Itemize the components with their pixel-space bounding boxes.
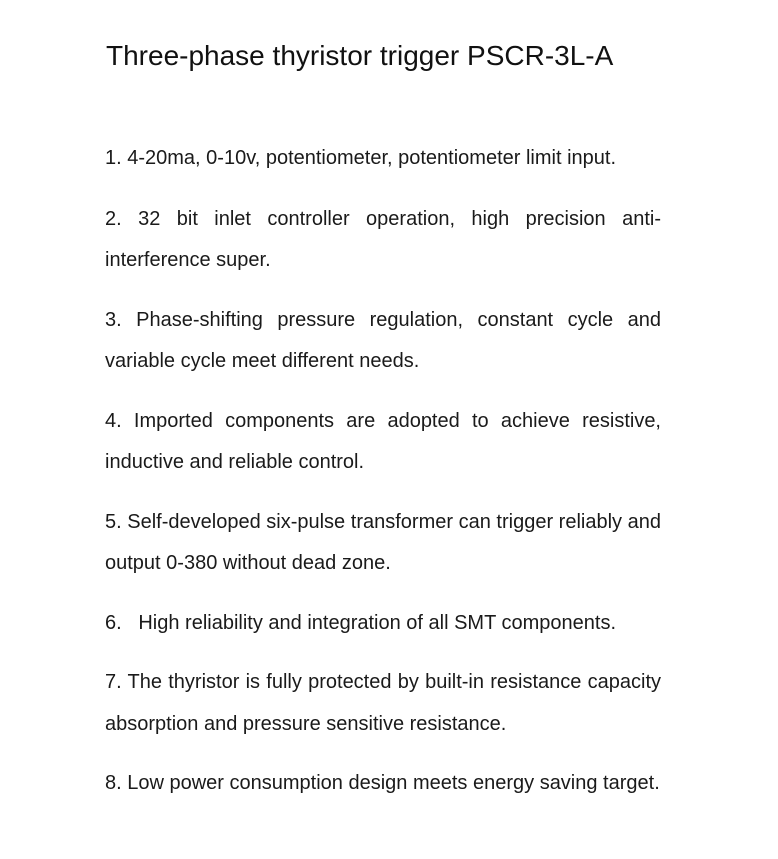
document-title: Three-phase thyristor trigger PSCR-3L-A xyxy=(106,40,614,71)
feature-item: 4. Imported components are adopted to achieve resistive, inductive and reliable control. xyxy=(105,409,661,473)
feature-list xyxy=(105,138,661,823)
feature-item: 6. High reliability and integration of all SMT components. xyxy=(105,611,617,634)
feature-item: 5. Self-developed six-pulse transformer can trigger reliably and output 0-380 without dead zone. xyxy=(105,510,661,574)
feature-item: 2. 32 bit inlet controller operation, high precision anti-interference super. xyxy=(105,207,661,271)
feature-item: 7. The thyristor is fully protected by built-in resistance capacity absorption and pressure sensitive resistance. xyxy=(105,671,661,735)
feature-item: 8. Low power consumption design meets energy saving target. xyxy=(105,772,660,794)
feature-item: 3. Phase-shifting pressure regulation, constant cycle and variable cycle meet different needs. xyxy=(105,308,661,372)
feature-item: 1. 4-20ma, 0-10v, potentiometer, potentiometer limit input. xyxy=(105,147,617,169)
